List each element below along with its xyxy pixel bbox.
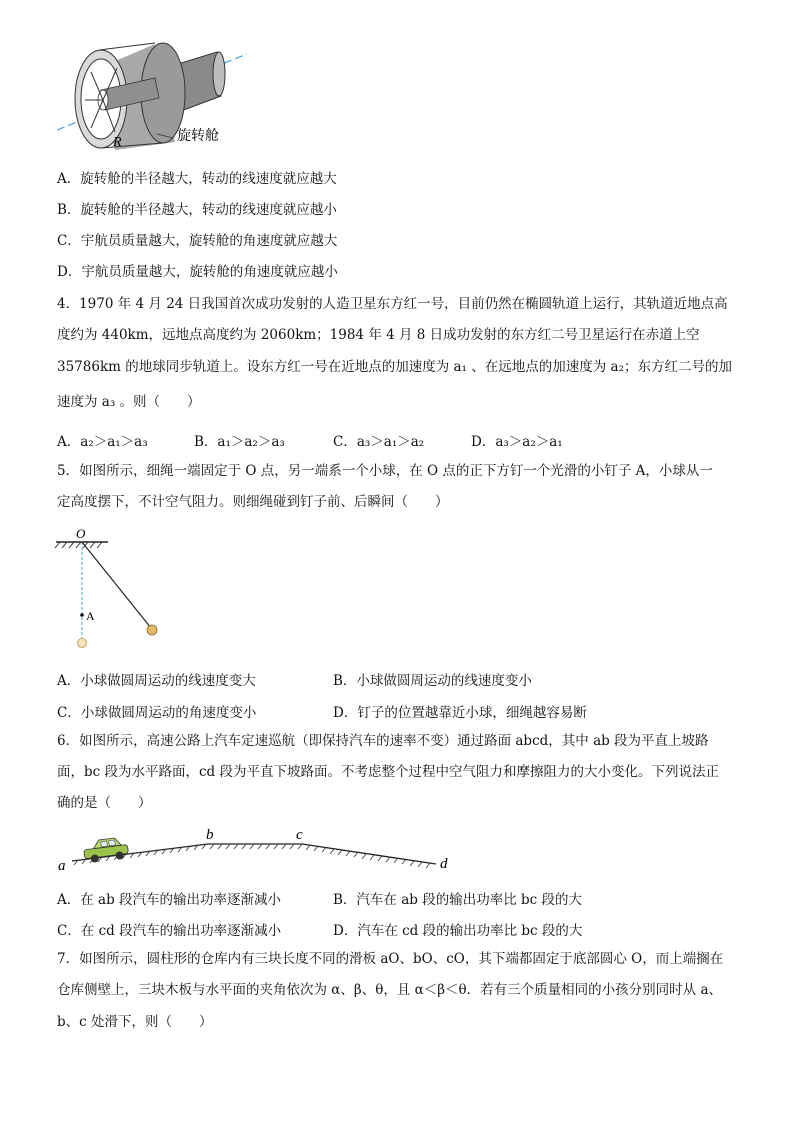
q4-text-line-1: 4．1970 年 4 月 24 日我国首次成功发射的人造卫星东方红一号，目前仍然在椭圆轨道上运行，其轨道近地点高 — [57, 296, 728, 312]
road-label-a: a — [58, 858, 66, 874]
q4-option-c: C．a₃＞a₁＞a₂ — [333, 434, 425, 450]
q3-option-a: A．旋转舱的半径越大，转动的线速度就应越大 — [57, 171, 337, 187]
q6-option-d: D．汽车在 cd 段的输出功率比 bc 段的大 — [333, 923, 583, 939]
q6-option-b: B．汽车在 ab 段的输出功率比 bc 段的大 — [333, 892, 582, 908]
car-icon — [83, 837, 129, 864]
q4-text-line-2: 度约为 440km，远地点高度约为 2060km；1984 年 4 月 8 日成功发射的东方红二号卫星运行在赤道上空 — [57, 327, 700, 343]
q3-option-d: D．宇航员质量越大，旋转舱的角速度就应越小 — [57, 264, 338, 280]
q4-option-d: D．a₃＞a₂＞a₁ — [471, 434, 563, 450]
q6-text-line-1: 6．如图所示，高速公路上汽车定速巡航（即保持汽车的速率不变）通过路面 abcd，其中 ab 段为平直上坡路 — [57, 733, 709, 749]
q5-option-a: A．小球做圆周运动的线速度变大 — [57, 673, 256, 689]
q6-text-line-2: 面，bc 段为水平路面，cd 段为平直下坡路面。不考虑整个过程中空气阻力和摩擦阻力的大小变化。下列说法正 — [57, 764, 719, 780]
radius-label: R — [113, 135, 122, 150]
nail-a-label: A — [86, 609, 95, 623]
q4-text-line-3: 35786km 的地球同步轨道上。设东方红一号在近地点的加速度为 a₁ 、在远地点的加速度为 a₂；东方红二号的加 — [57, 359, 733, 375]
q7-text-line-2: 仓库侧壁上，三块木板与水平面的夹角依次为 α、β、θ，且 α＜β＜θ．若有三个质量相同的小孩分别同时从 a、 — [57, 982, 723, 998]
q5-text-line-2: 定高度摆下，不计空气阻力。则细绳碰到钉子前、后瞬间（ ） — [57, 494, 449, 510]
point-o-label: O — [76, 526, 86, 541]
q7-text-line-1: 7．如图所示，圆柱形的仓库内有三块长度不同的滑板 aO、bO、cO，其下端都固定于底部圆心 O，而上端搁在 — [57, 951, 724, 967]
q7-text-line-3: b、c 处滑下，则（ ） — [57, 1014, 213, 1030]
q4-text-line-4: 速度为 a₃ 。则（ ） — [57, 394, 201, 410]
q4-option-b: B．a₁＞a₂＞a₃ — [194, 434, 285, 450]
q3-option-b: B．旋转舱的半径越大，转动的线速度就应越小 — [57, 202, 337, 218]
road-label-b: b — [206, 827, 214, 843]
q6-option-a: A．在 ab 段汽车的输出功率逐渐减小 — [57, 892, 282, 908]
rotating-chamber-figure — [55, 38, 265, 156]
q5-option-d: D．钉子的位置越靠近小球，细绳越容易断 — [333, 705, 587, 721]
q5-option-c: C．小球做圆周运动的角速度变小 — [57, 705, 257, 721]
q5-option-b: B．小球做圆周运动的线速度变小 — [333, 673, 532, 689]
road-figure — [52, 823, 462, 875]
pendulum-figure — [52, 522, 170, 650]
road-label-c: c — [296, 827, 303, 843]
q3-option-c: C．宇航员质量越大，旋转舱的角速度就应越大 — [57, 233, 338, 249]
q4-option-a: A．a₂＞a₁＞a₃ — [57, 434, 148, 450]
q5-text-line-1: 5．如图所示，细绳一端固定于 O 点，另一端系一个小球，在 O 点的正下方钉一个光滑的小钉子 A，小球从一 — [57, 463, 713, 479]
q6-option-c: C．在 cd 段汽车的输出功率逐渐减小 — [57, 923, 282, 939]
road-label-d: d — [440, 856, 448, 872]
chamber-label: 旋转舱 — [177, 129, 219, 144]
q6-text-line-3: 确的是（ ） — [57, 795, 152, 811]
